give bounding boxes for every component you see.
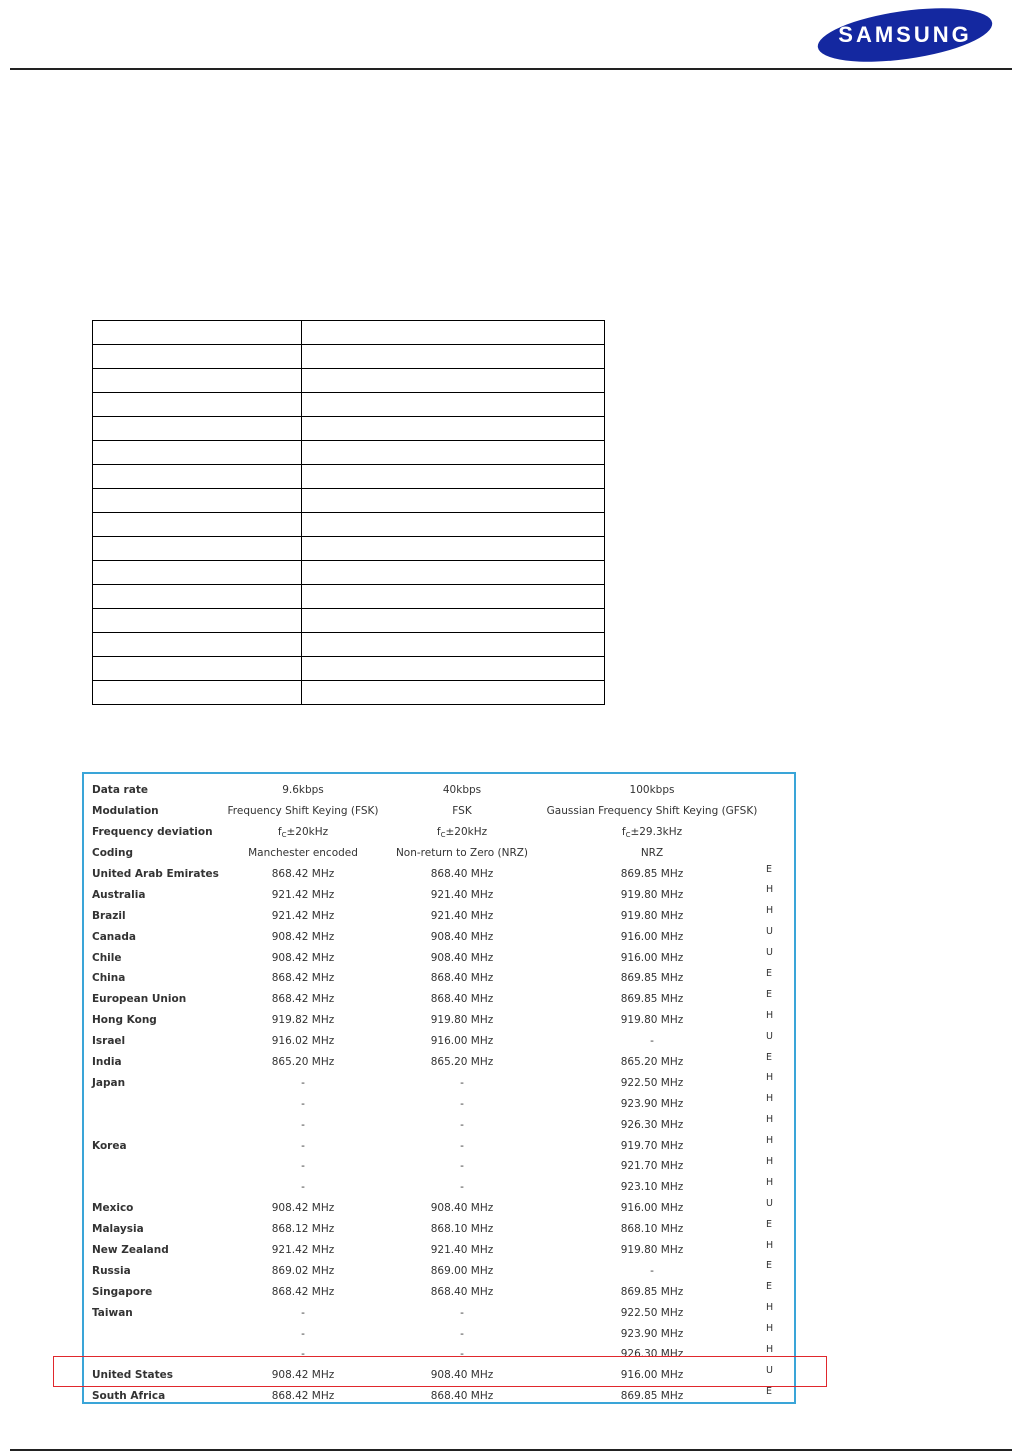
cell-9.6kbps: - <box>301 1139 305 1152</box>
empty-cell <box>93 489 302 513</box>
empty-cell <box>93 609 302 633</box>
row-label: Japan <box>92 1076 126 1089</box>
row-label: Chile <box>92 951 122 964</box>
region-code: H <box>766 884 774 896</box>
cell-9.6kbps: 865.20 MHz <box>271 1056 335 1069</box>
cell-40kbps: 40kbps <box>442 784 482 797</box>
region-code: U <box>766 947 773 959</box>
cell-9.6kbps: 908.42 MHz <box>271 930 335 943</box>
row-label: Singapore <box>92 1285 153 1298</box>
empty-cell <box>302 561 605 585</box>
row-label: European Union <box>92 993 187 1006</box>
header-row-frequency-deviation <box>92 822 792 843</box>
cell-100kbps: 868.10 MHz <box>620 1223 684 1236</box>
region-code: E <box>766 863 773 875</box>
table-row <box>92 1156 792 1177</box>
cell-40kbps: 908.40 MHz <box>430 1369 494 1382</box>
table-row <box>92 905 792 926</box>
header-row-coding <box>92 843 792 864</box>
row-label: Mexico <box>92 1202 134 1215</box>
cell-9.6kbps: 868.12 MHz <box>271 1223 335 1236</box>
empty-row <box>93 369 605 393</box>
cell-100kbps: 923.90 MHz <box>620 1097 684 1110</box>
footer-rule <box>10 1449 1012 1451</box>
empty-row <box>93 657 605 681</box>
table-row <box>92 1323 792 1344</box>
cell-40kbps: 869.00 MHz <box>430 1264 494 1277</box>
row-label: Taiwan <box>92 1306 133 1319</box>
empty-row <box>93 513 605 537</box>
row-label: Hong Kong <box>92 1014 157 1027</box>
empty-cell <box>302 609 605 633</box>
cell-9.6kbps: - <box>301 1181 305 1194</box>
cell-40kbps: Non-return to Zero (NRZ) <box>395 847 529 860</box>
cell-40kbps: - <box>460 1097 464 1110</box>
cell-100kbps: 916.00 MHz <box>620 1369 684 1382</box>
cell-100kbps: 916.00 MHz <box>620 930 684 943</box>
empty-cell <box>93 393 302 417</box>
empty-cell <box>93 417 302 441</box>
empty-cell <box>302 537 605 561</box>
cell-100kbps: 926.30 MHz <box>620 1118 684 1131</box>
empty-cell <box>93 345 302 369</box>
cell-9.6kbps: 916.02 MHz <box>271 1035 335 1048</box>
empty-cell <box>93 633 302 657</box>
empty-cell <box>93 465 302 489</box>
cell-100kbps: 921.70 MHz <box>620 1160 684 1173</box>
row-label: India <box>92 1056 122 1069</box>
table-row <box>92 1386 792 1407</box>
table-row <box>92 1135 792 1156</box>
table-row <box>92 989 792 1010</box>
cell-9.6kbps: 921.42 MHz <box>271 888 335 901</box>
region-code: H <box>766 1156 774 1168</box>
cell-40kbps: - <box>460 1181 464 1194</box>
cell-9.6kbps: 908.42 MHz <box>271 1202 335 1215</box>
table-row <box>92 1010 792 1031</box>
empty-cell <box>302 465 605 489</box>
empty-cell <box>302 657 605 681</box>
empty-cell <box>93 681 302 705</box>
empty-cell <box>93 657 302 681</box>
table-row <box>92 1281 792 1302</box>
cell-40kbps: 916.00 MHz <box>430 1035 494 1048</box>
region-code: U <box>766 1197 773 1209</box>
cell-100kbps: 869.85 MHz <box>620 972 684 985</box>
region-code: H <box>766 1344 774 1356</box>
region-code: U <box>766 1030 773 1042</box>
empty-cell <box>302 369 605 393</box>
region-code: H <box>766 1009 774 1021</box>
cell-40kbps: 868.10 MHz <box>430 1223 494 1236</box>
cell-9.6kbps: 908.42 MHz <box>271 951 335 964</box>
table-row <box>92 947 792 968</box>
table-row <box>92 1177 792 1198</box>
cell-40kbps: 868.40 MHz <box>430 972 494 985</box>
table-row <box>92 1031 792 1052</box>
table-row <box>92 1219 792 1240</box>
table-row <box>92 884 792 905</box>
region-code: H <box>766 1072 774 1084</box>
empty-cell <box>302 513 605 537</box>
table-row <box>92 1072 792 1093</box>
cell-100kbps: Gaussian Frequency Shift Keying (GFSK) <box>546 805 758 818</box>
table-row <box>92 1093 792 1114</box>
empty-cell <box>93 561 302 585</box>
empty-row <box>93 393 605 417</box>
empty-cell <box>302 441 605 465</box>
cell-9.6kbps: - <box>301 1160 305 1173</box>
empty-cell <box>302 633 605 657</box>
table-row <box>92 968 792 989</box>
header-row-data-rate <box>92 780 792 801</box>
cell-9.6kbps: 9.6kbps <box>282 784 324 797</box>
cell-100kbps: NRZ <box>640 847 664 860</box>
region-code: H <box>766 1114 774 1126</box>
cell-40kbps: - <box>460 1327 464 1340</box>
row-label: United States <box>92 1369 173 1382</box>
empty-cell <box>93 537 302 561</box>
cell-9.6kbps: Manchester encoded <box>248 847 358 860</box>
empty-cell <box>93 513 302 537</box>
empty-row <box>93 537 605 561</box>
row-label: Brazil <box>92 909 126 922</box>
empty-row <box>93 489 605 513</box>
empty-cell <box>302 417 605 441</box>
row-label: Data rate <box>92 784 148 797</box>
table-row <box>92 1240 792 1261</box>
cell-100kbps: 865.20 MHz <box>620 1056 684 1069</box>
row-label: Malaysia <box>92 1223 144 1236</box>
empty-row <box>93 441 605 465</box>
empty-row <box>93 585 605 609</box>
cell-100kbps: 923.10 MHz <box>620 1181 684 1194</box>
cell-100kbps: 922.50 MHz <box>620 1076 684 1089</box>
region-code: H <box>766 1323 774 1335</box>
header-rule <box>10 68 1012 70</box>
cell-40kbps: 921.40 MHz <box>430 909 494 922</box>
empty-cell <box>302 393 605 417</box>
region-code: E <box>766 988 773 1000</box>
row-label: South Africa <box>92 1390 166 1403</box>
region-code: H <box>766 1093 774 1105</box>
row-label: Frequency deviation <box>92 826 213 839</box>
cell-100kbps: 919.80 MHz <box>620 1014 684 1027</box>
cell-40kbps: FSK <box>452 805 472 818</box>
empty-cell <box>302 321 605 345</box>
empty-row <box>93 633 605 657</box>
table-row <box>92 1260 792 1281</box>
cell-40kbps: 908.40 MHz <box>430 1202 494 1215</box>
empty-cell <box>93 585 302 609</box>
cell-40kbps: 921.40 MHz <box>430 1244 494 1257</box>
row-label: China <box>92 972 126 985</box>
row-label: Korea <box>92 1139 127 1152</box>
cell-40kbps: 868.40 MHz <box>430 1285 494 1298</box>
region-code: E <box>766 968 773 980</box>
row-label: Israel <box>92 1035 126 1048</box>
cell-100kbps: 869.85 MHz <box>620 1390 684 1403</box>
row-label: Canada <box>92 930 136 943</box>
row-label <box>92 1177 220 1198</box>
cell-9.6kbps: 869.02 MHz <box>271 1264 335 1277</box>
samsung-logo <box>815 6 995 64</box>
highlight-box-united-states <box>53 1356 827 1387</box>
region-code: E <box>766 1385 773 1397</box>
empty-row <box>93 609 605 633</box>
cell-40kbps: - <box>460 1160 464 1173</box>
row-label <box>92 1323 220 1344</box>
row-label <box>92 1156 220 1177</box>
cell-40kbps: - <box>460 1139 464 1152</box>
empty-row <box>93 321 605 345</box>
cell-40kbps: 908.40 MHz <box>430 930 494 943</box>
region-code: H <box>766 1176 774 1188</box>
cell-40kbps: $f_C\pm 20kHz$ <box>436 825 488 839</box>
frequency-table-frame <box>82 772 796 1404</box>
empty-row <box>93 465 605 489</box>
cell-100kbps: 916.00 MHz <box>620 1202 684 1215</box>
region-code: U <box>766 1364 773 1376</box>
cell-9.6kbps: 868.42 MHz <box>271 1390 335 1403</box>
cell-9.6kbps: 919.82 MHz <box>271 1014 335 1027</box>
cell-100kbps: 869.85 MHz <box>620 993 684 1006</box>
row-label: United Arab Emirates <box>92 868 219 880</box>
cell-100kbps: 923.90 MHz <box>620 1327 684 1340</box>
empty-cell <box>93 441 302 465</box>
cell-100kbps: $f_C\pm 29.3kHz$ <box>621 825 683 839</box>
cell-100kbps: 916.00 MHz <box>620 951 684 964</box>
row-label: Russia <box>92 1264 131 1277</box>
region-code: H <box>766 905 774 917</box>
empty-cell <box>302 585 605 609</box>
cell-9.6kbps: - <box>301 1327 305 1340</box>
cell-9.6kbps: - <box>301 1306 305 1319</box>
cell-9.6kbps: 868.42 MHz <box>271 993 335 1006</box>
cell-9.6kbps: 908.42 MHz <box>271 1369 335 1382</box>
region-code: U <box>766 926 773 938</box>
row-label <box>92 1114 220 1135</box>
cell-40kbps: - <box>460 1348 464 1361</box>
cell-40kbps: 868.40 MHz <box>430 993 494 1006</box>
empty-row <box>93 417 605 441</box>
table-row <box>92 1114 792 1135</box>
frequency-table <box>92 780 792 1407</box>
row-label <box>92 1093 220 1114</box>
cell-100kbps: - <box>650 1035 654 1048</box>
cell-40kbps: - <box>460 1306 464 1319</box>
empty-row <box>93 681 605 705</box>
empty-row <box>93 345 605 369</box>
cell-9.6kbps: 868.42 MHz <box>271 972 335 985</box>
table-row <box>92 1052 792 1073</box>
cell-100kbps: 919.80 MHz <box>620 888 684 901</box>
row-label: New Zealand <box>92 1244 169 1257</box>
cell-100kbps: - <box>650 1264 654 1277</box>
region-code: E <box>766 1051 773 1063</box>
region-code: E <box>766 1281 773 1293</box>
empty-row <box>93 561 605 585</box>
cell-100kbps: 869.85 MHz <box>620 868 684 880</box>
region-code: H <box>766 1135 774 1147</box>
cell-9.6kbps: 921.42 MHz <box>271 1244 335 1257</box>
table-row <box>92 926 792 947</box>
header-row-modulation <box>92 801 792 822</box>
region-code: H <box>766 1302 774 1314</box>
cell-100kbps: 922.50 MHz <box>620 1306 684 1319</box>
logo-text: SAMSUNG <box>838 22 972 47</box>
empty-cell <box>93 369 302 393</box>
empty-grid-table <box>92 320 605 705</box>
table-row <box>92 864 792 885</box>
cell-40kbps: 908.40 MHz <box>430 951 494 964</box>
cell-40kbps: - <box>460 1076 464 1089</box>
cell-40kbps: 868.40 MHz <box>430 868 494 880</box>
empty-cell <box>302 681 605 705</box>
table-row <box>92 1302 792 1323</box>
row-label: Coding <box>92 847 134 860</box>
cell-40kbps: 865.20 MHz <box>430 1056 494 1069</box>
cell-100kbps: 919.70 MHz <box>620 1139 684 1152</box>
row-label: Australia <box>92 888 146 901</box>
cell-100kbps: 919.80 MHz <box>620 1244 684 1257</box>
cell-100kbps: 919.80 MHz <box>620 909 684 922</box>
cell-100kbps: 100kbps <box>629 784 675 797</box>
cell-9.6kbps: $f_C\pm 20kHz$ <box>277 825 329 839</box>
region-code: E <box>766 1218 773 1230</box>
region-code: E <box>766 1260 773 1272</box>
region-code: H <box>766 1239 774 1251</box>
cell-9.6kbps: Frequency Shift Keying (FSK) <box>227 805 379 818</box>
empty-cell <box>93 321 302 345</box>
cell-9.6kbps: 868.42 MHz <box>271 868 335 880</box>
cell-40kbps: - <box>460 1118 464 1131</box>
cell-9.6kbps: - <box>301 1118 305 1131</box>
table-row <box>92 1198 792 1219</box>
cell-9.6kbps: 868.42 MHz <box>271 1285 335 1298</box>
cell-100kbps: 926.30 MHz <box>620 1348 684 1361</box>
cell-9.6kbps: - <box>301 1348 305 1361</box>
empty-cell <box>302 489 605 513</box>
row-label: Modulation <box>92 805 159 818</box>
cell-40kbps: 868.40 MHz <box>430 1390 494 1403</box>
cell-9.6kbps: - <box>301 1076 305 1089</box>
cell-9.6kbps: - <box>301 1097 305 1110</box>
cell-9.6kbps: 921.42 MHz <box>271 909 335 922</box>
cell-40kbps: 921.40 MHz <box>430 888 494 901</box>
cell-40kbps: 919.80 MHz <box>430 1014 494 1027</box>
empty-cell <box>302 345 605 369</box>
cell-100kbps: 869.85 MHz <box>620 1285 684 1298</box>
